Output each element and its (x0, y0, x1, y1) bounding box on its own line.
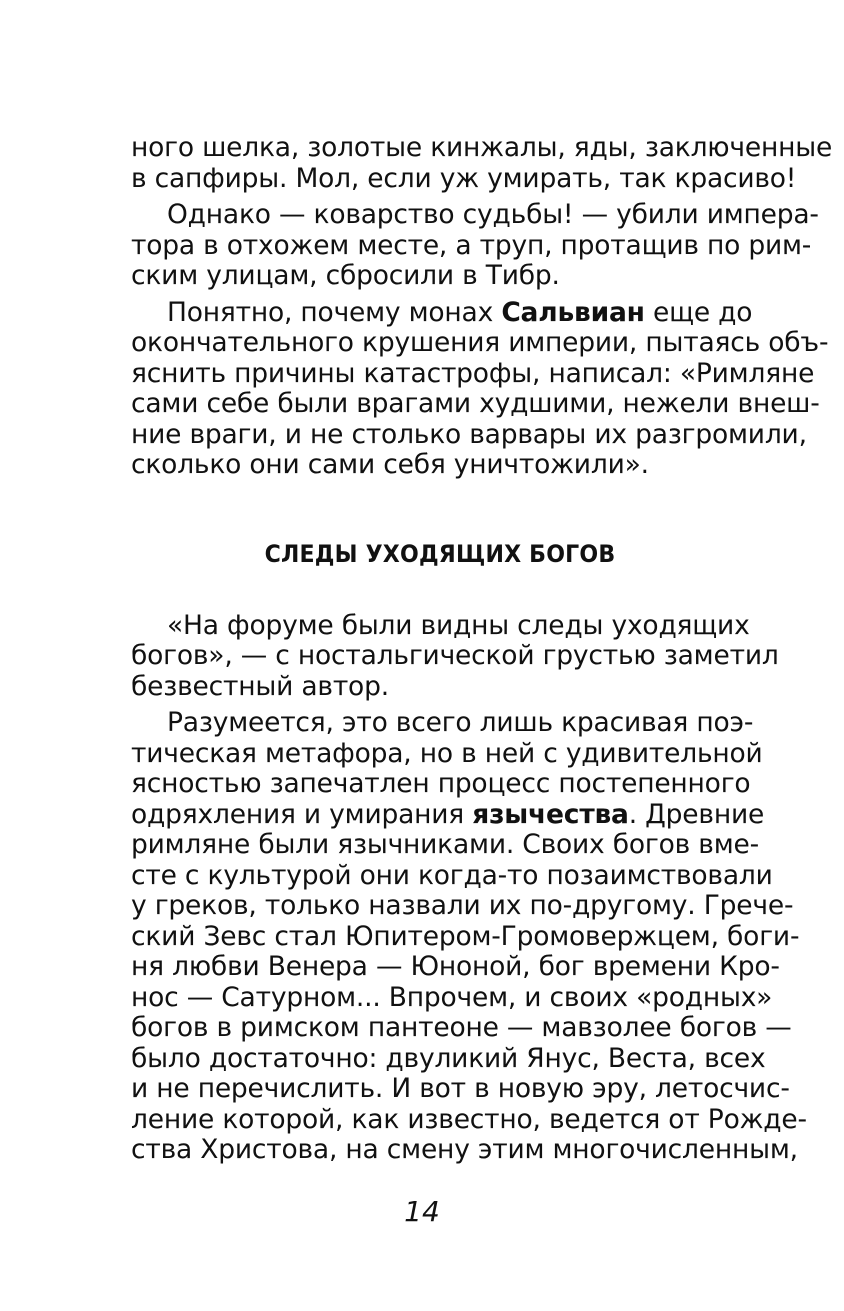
text-segment: ства Христова, на смену этим многочисленным, (131, 1134, 798, 1165)
text-segment: Разумеется, это всего лишь красивая поэ- (167, 707, 754, 738)
text-segment: богов в римском пантеоне — мавзолее богов — (131, 1012, 792, 1043)
text-segment: ного шелка, золотые кинжалы, яды, заключенные (131, 132, 833, 163)
text-line (131, 1134, 798, 1166)
text-line (131, 798, 765, 831)
text-segment: богов», — с ностальгической грустью заметил (131, 640, 779, 671)
text-segment: сами себе были врагами худшими, нежели внеш- (131, 388, 820, 419)
text-line (131, 229, 812, 262)
book-page (131, 132, 833, 1166)
text-segment: тора в отхожем месте, а труп, протащив по рим- (131, 229, 812, 261)
paragraph (131, 707, 807, 1166)
text-line (131, 737, 763, 770)
paragraph (131, 199, 819, 292)
text-segment: . Древние (628, 798, 765, 830)
text-segment: было достаточно: двуликий Янус, Веста, всех (131, 1042, 766, 1074)
text-line (131, 920, 800, 953)
text-segment: нос — Сатурном... Впрочем, и своих «родных» (131, 981, 773, 1013)
text-segment: у греков, только назвали их по-другому. Грече- (131, 890, 794, 921)
text-segment: сте с культурой они когда-то позаимствовали (131, 859, 773, 891)
text-line (131, 261, 749, 292)
text-segment: ление которой, как известно, ведется от Рожде- (131, 1103, 807, 1135)
text-segment: ня любви Венера — Юноной, бог времени Кро- (131, 951, 780, 982)
text-segment: и не перечислить. И вот в новую эру, летосчис- (131, 1073, 790, 1104)
text-line (131, 707, 754, 739)
text-segment: безвестный автор. (131, 670, 389, 702)
text-line (131, 859, 773, 892)
text-segment: Однако — коварство судьбы! — убили импера- (167, 199, 819, 230)
text-line (131, 1042, 766, 1075)
text-line (131, 890, 794, 922)
text-segment: тическая метафора, но в ней с удивительной (131, 737, 763, 769)
text-segment: ским улицам, сбросили в Тибр. (131, 260, 560, 291)
paragraph (131, 132, 833, 194)
text-line (131, 951, 780, 983)
text-segment: сколько они сами себя уничтожили». (131, 449, 649, 480)
text-before-heading (131, 132, 833, 481)
text-line (131, 640, 779, 672)
text-line (131, 132, 833, 164)
text-segment: «На форуме были видны следы уходящих (167, 609, 750, 641)
text-line (131, 981, 773, 1014)
text-after-heading (131, 609, 807, 1166)
text-segment: Понятно, почему монах (167, 296, 502, 328)
text-line (131, 418, 807, 451)
text-line (131, 1103, 807, 1136)
bold-term: Сальвиан (501, 296, 645, 328)
text-line (131, 162, 797, 195)
text-line (131, 388, 820, 420)
text-line (131, 296, 753, 329)
text-segment: ясностью запечатлен процесс постепенного (131, 768, 751, 799)
text-segment: окончательного крушения империи, пытаясь объ- (131, 327, 829, 358)
text-segment: ние враги, и не столько варвары их разгромили, (131, 418, 807, 450)
text-segment: ский Зевс стал Юпитером-Громовержцем, боги- (131, 920, 800, 952)
page-number: 14 (404, 1195, 440, 1228)
paragraph (131, 609, 779, 703)
text-segment: яснить причины катастрофы, написал: «Римляне (131, 357, 815, 389)
text-line (131, 357, 815, 390)
text-segment: римляне были язычниками. Своих богов вме- (131, 829, 759, 860)
text-line (131, 829, 759, 861)
text-line (131, 611, 749, 642)
text-line (131, 450, 749, 481)
bold-term: язычества (472, 798, 629, 830)
text-segment: еще до (644, 296, 753, 328)
text-line (131, 327, 829, 359)
text-line (131, 1012, 792, 1044)
text-line (131, 1073, 790, 1105)
text-segment: в сапфиры. Мол, если уж умирать, так красиво! (131, 162, 797, 194)
text-line (131, 672, 749, 703)
paragraph (131, 296, 829, 481)
text-line (131, 199, 819, 231)
text-segment: одряхления и умирания (131, 798, 473, 830)
section-heading: СЛЕДЫ УХОДЯЩИХ БОГОВ (264, 539, 616, 568)
text-line (131, 769, 749, 800)
